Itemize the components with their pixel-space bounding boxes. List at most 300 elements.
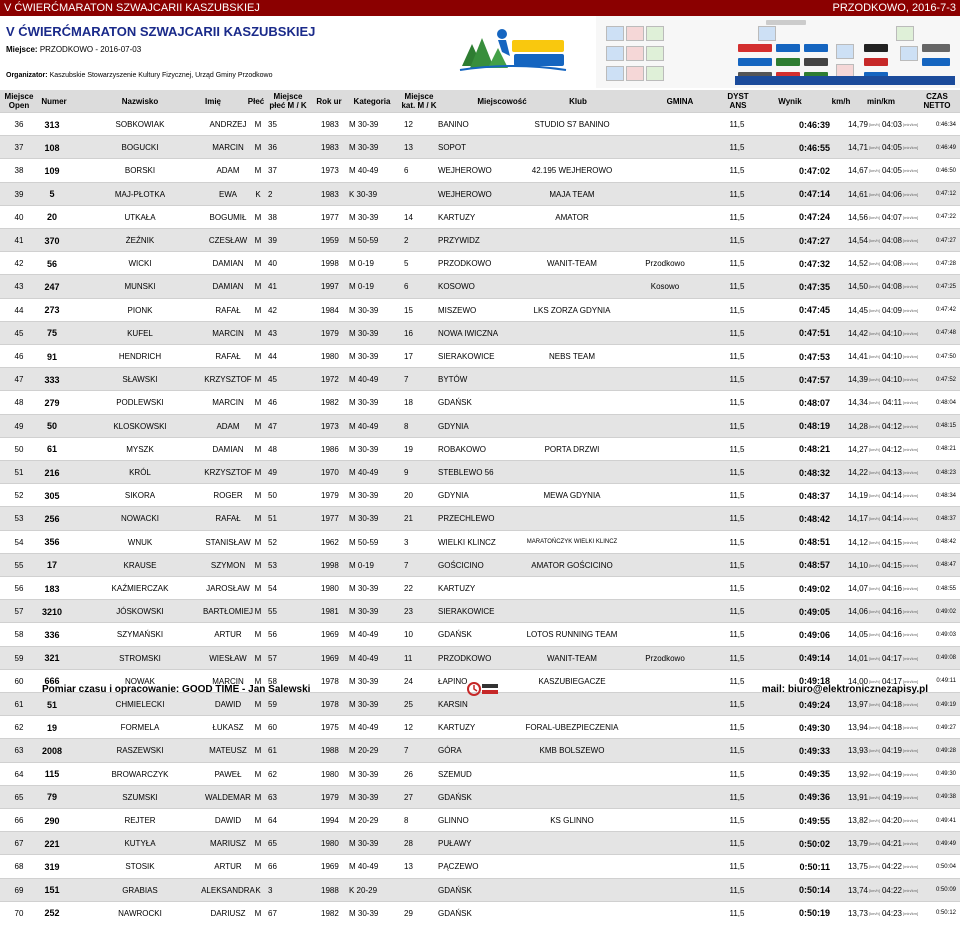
cell-netto: 0:49:49 <box>935 840 956 847</box>
cell-imie: PAWEŁ <box>214 769 242 779</box>
cell-rok: 1973 <box>321 421 339 431</box>
cell-kmh: 13,97 <box>847 700 868 709</box>
cell-dystans: 11,5 <box>729 236 745 245</box>
cell-plec: M <box>254 537 262 547</box>
cell-minkm: 04:13 <box>881 468 902 477</box>
cell-plec: M <box>254 630 262 640</box>
cell-plec: M <box>254 421 262 431</box>
cell-miejsce-plec: 49 <box>268 468 277 477</box>
unit-minkm: [min/km] <box>903 261 919 267</box>
cell-rok: 1994 <box>321 816 339 825</box>
cell-miejsce-kat: 8 <box>404 816 409 825</box>
cell-miejsce-kat: 13 <box>404 862 413 872</box>
cell-kategoria: M 0-19 <box>349 560 374 570</box>
table-row <box>0 622 960 646</box>
top-bar-place-date: PRZODKOWO, 2016-7-3 <box>832 2 956 14</box>
cell-nazwisko: STOSIK <box>125 862 155 872</box>
cell-numer: 666 <box>44 676 60 687</box>
cell-wynik: 0:47:51 <box>798 328 830 339</box>
cell-miejsce-kat: 3 <box>404 537 409 547</box>
cell-wynik: 0:48:19 <box>798 421 830 432</box>
unit-minkm: [min/km] <box>903 400 919 406</box>
table-row <box>0 414 960 438</box>
cell-numer: 50 <box>46 421 57 432</box>
cell-gmina <box>610 136 720 159</box>
cell-nazwisko: MUNSKI <box>124 282 156 292</box>
cell-miejsce-plec: 43 <box>268 328 277 338</box>
cell-plec: M <box>254 560 262 570</box>
cell-miejscowosc: SIERAKOWICE <box>438 607 495 617</box>
cell-open: 63 <box>14 746 24 756</box>
cell-kmh: 14,07 <box>847 584 868 593</box>
cell-imie: ALEKSANDRA <box>201 885 255 895</box>
cell-plec: M <box>254 769 262 779</box>
cell-open: 43 <box>14 282 24 292</box>
cell-miejsce-plec: 57 <box>268 653 277 663</box>
cell-gmina <box>610 484 720 507</box>
cell-plec: K <box>255 189 261 199</box>
cell-open: 46 <box>14 352 24 361</box>
cell-open: 57 <box>14 607 24 617</box>
cell-miejsce-plec: 46 <box>268 398 277 408</box>
cell-dystans: 11,5 <box>729 723 745 733</box>
cell-wynik: 0:47:02 <box>798 165 830 176</box>
header-miejscowosc: Miejscowość <box>477 96 527 106</box>
cell-nazwisko: PODLEWSKI <box>116 398 164 408</box>
cell-netto: 0:49:38 <box>935 794 956 801</box>
unit-kmh: [km/h] <box>869 423 880 429</box>
cell-kategoria: M 30-39 <box>349 305 379 315</box>
cell-nazwisko: WNUK <box>127 537 153 547</box>
cell-klub: WANIT-TEAM <box>547 259 597 269</box>
cell-imie: ANDRZEJ <box>209 120 247 129</box>
cell-rok: 1979 <box>321 792 339 802</box>
cell-netto: 0:49:11 <box>936 678 956 685</box>
cell-plec: M <box>254 746 262 756</box>
cell-miejscowosc: KARTUZY <box>438 584 476 593</box>
cell-wynik: 0:47:27 <box>798 235 830 246</box>
cell-minkm: 04:22 <box>881 862 902 872</box>
cell-wynik: 0:48:21 <box>798 444 830 455</box>
cell-klub: NEBS TEAM <box>548 352 596 361</box>
cell-miejsce-kat: 27 <box>404 792 413 802</box>
cell-open: 66 <box>14 816 24 825</box>
cell-wynik: 0:49:55 <box>798 815 830 826</box>
unit-minkm: [min/km] <box>903 841 919 847</box>
cell-imie: DAMIAN <box>212 444 244 454</box>
cell-miejsce-plec: 40 <box>268 259 277 269</box>
cell-plec: M <box>254 700 262 709</box>
cell-numer: 91 <box>46 351 57 362</box>
cell-numer: 151 <box>44 885 60 896</box>
cell-nazwisko: KAŹMIERCZAK <box>111 584 169 593</box>
cell-minkm: 04:06 <box>881 189 902 199</box>
cell-gmina: Kosowo <box>650 282 680 292</box>
cell-numer: 290 <box>44 815 60 826</box>
cell-open: 49 <box>14 421 24 431</box>
cell-miejsce-kat: 17 <box>404 352 413 361</box>
header-rok: Rok ur <box>316 96 342 106</box>
header-plec: Płeć <box>247 96 265 106</box>
cell-miejscowosc: PRZODKOWO <box>438 259 492 269</box>
cell-netto: 0:48:37 <box>935 515 956 522</box>
cell-minkm: 04:21 <box>881 839 902 849</box>
table-row <box>0 831 960 855</box>
cell-wynik: 0:48:32 <box>798 467 830 478</box>
cell-miejsce-kat: 6 <box>404 166 409 176</box>
cell-miejsce-plec: 52 <box>268 537 277 547</box>
cell-miejsce-plec: 47 <box>268 421 277 431</box>
header-wynik: Wynik <box>778 96 802 106</box>
cell-open: 44 <box>14 305 24 315</box>
table-row <box>0 274 960 298</box>
unit-kmh: [km/h] <box>869 725 880 731</box>
cell-plec: M <box>254 908 262 918</box>
cell-minkm: 04:19 <box>881 746 902 756</box>
cell-wynik: 0:47:35 <box>798 281 830 292</box>
footer-contact-email[interactable]: mail: biuro@elektronicznezapisy.pl <box>761 684 928 695</box>
cell-miejscowosc: WEJHEROWO <box>438 166 492 176</box>
cell-nazwisko: KLOSKOWSKI <box>113 421 167 431</box>
cell-numer: 273 <box>44 305 60 316</box>
cell-imie: MARIUSZ <box>210 839 246 849</box>
cell-imie: CZESŁAW <box>208 236 248 245</box>
cell-kmh: 14,71 <box>847 143 868 153</box>
cell-kmh: 14,45 <box>847 305 868 315</box>
cell-dystans: 11,5 <box>729 769 745 779</box>
cell-open: 69 <box>14 885 24 895</box>
cell-miejsce-plec: 63 <box>268 792 277 802</box>
cell-imie: ARTUR <box>214 862 242 872</box>
cell-nazwisko: KUFEL <box>127 328 153 338</box>
cell-miejscowosc: GÓRA <box>438 746 462 756</box>
cell-miejsce-kat: 12 <box>404 120 413 129</box>
cell-rok: 1959 <box>321 236 339 245</box>
cell-dystans: 11,5 <box>729 839 745 849</box>
table-row <box>0 785 960 809</box>
header-netto: CZAS NETTO <box>923 92 951 110</box>
cell-netto: 0:48:34 <box>935 492 956 499</box>
unit-minkm: [min/km] <box>903 562 919 568</box>
header-kategoria: Kategoria <box>353 96 391 106</box>
cell-netto: 0:48:55 <box>935 585 956 592</box>
cell-plec: M <box>254 375 262 385</box>
cell-plec: M <box>254 468 262 477</box>
cell-open: 36 <box>14 120 24 129</box>
cell-miejsce-plec: 2 <box>268 189 273 199</box>
cell-kategoria: M 50-59 <box>349 537 379 547</box>
unit-minkm: [min/km] <box>903 122 919 127</box>
cell-gmina <box>610 879 720 902</box>
cell-numer: 51 <box>46 699 57 710</box>
cell-dystans: 11,5 <box>729 421 745 431</box>
header-gmina: GMINA <box>666 96 694 106</box>
cell-gmina <box>610 531 720 554</box>
cell-kategoria: M 20-29 <box>349 816 379 825</box>
cell-imie: MARCIN <box>212 328 244 338</box>
cell-miejscowosc: ROBAKOWO <box>438 444 487 454</box>
cell-miejsce-kat: 15 <box>404 305 413 315</box>
cell-numer: 17 <box>46 560 57 571</box>
cell-kategoria: M 30-39 <box>349 120 379 129</box>
cell-wynik: 0:47:14 <box>798 189 830 200</box>
cell-miejsce-plec: 55 <box>268 607 277 617</box>
cell-klub: LKS ZORZA GDYNIA <box>533 305 611 315</box>
cell-open: 68 <box>14 862 24 872</box>
cell-miejsce-plec: 56 <box>268 630 277 640</box>
table-row <box>0 298 960 322</box>
cell-open: 38 <box>14 166 24 176</box>
cell-klub: AMATOR GOŚCICINO <box>531 560 613 570</box>
cell-numer: 279 <box>44 397 60 408</box>
cell-rok: 1980 <box>321 352 339 361</box>
cell-miejscowosc: GDAŃSK <box>438 885 472 895</box>
cell-minkm: 04:14 <box>881 514 902 524</box>
table-row <box>0 854 960 878</box>
cell-plec: M <box>254 792 262 802</box>
cell-kategoria: M 30-39 <box>349 212 379 222</box>
cell-numer: 109 <box>44 165 60 176</box>
cell-netto: 0:47:48 <box>935 330 956 337</box>
cell-kategoria: M 30-39 <box>349 584 379 593</box>
cell-gmina <box>610 763 720 786</box>
cell-plec: M <box>254 166 262 176</box>
cell-plec: M <box>254 282 262 292</box>
cell-gmina <box>610 554 720 577</box>
cell-kategoria: M 30-39 <box>349 769 379 779</box>
cell-wynik: 0:49:02 <box>798 583 830 594</box>
cell-numer: 370 <box>44 235 60 246</box>
unit-minkm: [min/km] <box>903 446 919 452</box>
cell-dystans: 11,5 <box>729 885 745 895</box>
cell-rok: 1988 <box>321 885 339 895</box>
cell-wynik: 0:47:32 <box>798 258 830 269</box>
cell-gmina <box>610 809 720 832</box>
cell-minkm: 04:05 <box>881 166 902 176</box>
cell-miejscowosc: KARSIN <box>438 700 468 709</box>
cell-dystans: 11,5 <box>729 375 745 385</box>
cell-wynik: 0:50:14 <box>798 885 830 896</box>
unit-kmh: [km/h] <box>869 145 880 151</box>
cell-numer: 333 <box>44 374 60 385</box>
cell-klub: STUDIO S7 BANINO <box>534 120 610 129</box>
cell-numer: 61 <box>46 444 57 455</box>
cell-miejsce-plec: 53 <box>268 560 277 570</box>
header-imie: Imię <box>204 96 221 106</box>
cell-open: 42 <box>14 259 24 269</box>
unit-minkm: [min/km] <box>903 748 919 754</box>
unit-kmh: [km/h] <box>869 539 880 545</box>
cell-kmh: 13,79 <box>847 839 868 849</box>
cell-wynik: 0:48:57 <box>798 560 830 571</box>
table-row <box>0 112 960 136</box>
cell-netto: 0:47:22 <box>935 214 956 221</box>
cell-miejsce-kat: 28 <box>404 839 413 849</box>
cell-klub: AMATOR <box>555 212 589 222</box>
cell-numer: 2008 <box>41 745 63 756</box>
cell-kategoria: M 30-39 <box>349 908 379 918</box>
cell-netto: 0:47:12 <box>935 191 956 198</box>
unit-minkm: [min/km] <box>903 238 919 243</box>
cell-dystans: 11,5 <box>729 166 745 176</box>
cell-kategoria: M 30-39 <box>349 700 379 709</box>
cell-miejsce-plec: 38 <box>268 212 277 222</box>
cell-minkm: 04:17 <box>881 653 902 663</box>
cell-imie: SZYMON <box>210 560 246 570</box>
cell-dystans: 11,5 <box>729 120 745 129</box>
cell-numer: 115 <box>44 769 60 780</box>
cell-netto: 0:47:27 <box>935 237 956 244</box>
cell-plec: M <box>254 212 262 222</box>
table-row <box>0 182 960 206</box>
footer <box>0 680 960 698</box>
table-row <box>0 135 960 159</box>
cell-gmina <box>610 206 720 229</box>
unit-minkm: [min/km] <box>903 609 919 615</box>
cell-minkm: 04:09 <box>881 305 902 315</box>
cell-miejsce-plec: 61 <box>268 746 277 756</box>
cell-kmh: 14,52 <box>847 259 868 269</box>
cell-minkm: 04:16 <box>881 584 902 593</box>
sponsor-logo <box>766 20 806 25</box>
cell-rok: 1981 <box>321 607 339 617</box>
cell-wynik: 0:49:18 <box>798 676 830 687</box>
cell-kategoria: M 50-59 <box>349 236 379 245</box>
unit-minkm: [min/km] <box>903 516 919 522</box>
cell-kategoria: M 40-49 <box>349 862 379 872</box>
cell-miejsce-plec: 42 <box>268 305 277 315</box>
cell-rok: 1982 <box>321 908 339 918</box>
cell-kategoria: M 30-39 <box>349 514 379 524</box>
cell-kmh: 13,82 <box>847 816 868 825</box>
cell-plec: M <box>254 491 262 501</box>
cell-miejsce-kat: 11 <box>404 653 413 663</box>
cell-netto: 0:47:42 <box>935 307 956 314</box>
cell-gmina <box>610 368 720 391</box>
unit-kmh: [km/h] <box>869 307 880 313</box>
cell-rok: 1998 <box>321 259 339 269</box>
cell-rok: 1982 <box>321 398 339 408</box>
cell-rok: 1979 <box>321 491 339 501</box>
cell-wynik: 0:49:14 <box>798 653 830 664</box>
cell-kmh: 14,79 <box>847 120 868 129</box>
table-row <box>0 344 960 368</box>
cell-gmina <box>610 229 720 252</box>
cell-plec: M <box>254 352 262 361</box>
cell-miejscowosc: PRZODKOWO <box>438 653 492 663</box>
cell-dystans: 11,5 <box>729 189 745 199</box>
cell-imie: MARCIN <box>212 676 244 686</box>
cell-imie: ŁUKASZ <box>212 723 244 733</box>
cell-klub: MEWA GDYNIA <box>543 491 601 501</box>
cell-netto: 0:49:27 <box>935 724 956 731</box>
cell-netto: 0:47:50 <box>935 353 956 360</box>
unit-kmh: [km/h] <box>869 354 880 359</box>
cell-miejsce-plec: 60 <box>268 723 277 733</box>
header-miejsce-kat: Miejsce kat. M / K <box>401 92 437 110</box>
cell-wynik: 0:50:11 <box>799 861 830 872</box>
cell-dystans: 11,5 <box>729 862 745 872</box>
cell-rok: 1980 <box>321 839 339 849</box>
table-row <box>0 205 960 229</box>
good-time-logo <box>466 681 500 697</box>
unit-minkm: [min/km] <box>903 771 919 777</box>
cell-gmina <box>610 577 720 600</box>
cell-nazwisko: KUTYŁA <box>124 839 156 849</box>
cell-plec: M <box>254 676 262 686</box>
cell-netto: 0:49:30 <box>935 771 956 778</box>
unit-kmh: [km/h] <box>869 214 880 220</box>
cell-rok: 1997 <box>321 282 339 292</box>
cell-gmina <box>610 438 720 461</box>
cell-minkm: 04:20 <box>881 816 902 825</box>
cell-kategoria: M 30-39 <box>349 328 379 338</box>
unit-kmh: [km/h] <box>869 910 880 916</box>
unit-minkm: [min/km] <box>903 702 919 707</box>
cell-numer: 5 <box>49 189 55 200</box>
cell-minkm: 04:12 <box>881 444 902 454</box>
cell-netto: 0:47:28 <box>935 260 956 267</box>
cell-miejscowosc: KARTUZY <box>438 723 476 733</box>
cell-nazwisko: BROWARCZYK <box>111 769 169 779</box>
cell-nazwisko: WICKI <box>128 259 152 269</box>
cell-gmina <box>610 739 720 762</box>
cell-dystans: 11,5 <box>729 212 745 222</box>
unit-kmh: [km/h] <box>869 609 880 615</box>
organizer <box>6 72 273 79</box>
cell-dystans: 11,5 <box>729 630 745 640</box>
cell-miejsce-plec: 51 <box>268 514 277 524</box>
cell-kategoria: M 30-39 <box>349 676 379 686</box>
cell-wynik: 0:49:36 <box>798 792 830 803</box>
cell-miejscowosc: GDAŃSK <box>438 630 472 640</box>
cell-nazwisko: SZUMSKI <box>122 792 158 802</box>
cell-miejsce-plec: 45 <box>268 375 277 385</box>
cell-dystans: 11,5 <box>729 514 745 524</box>
cell-open: 45 <box>14 328 24 338</box>
cell-miejsce-kat: 16 <box>404 328 413 338</box>
cell-gmina <box>610 391 720 414</box>
cell-minkm: 04:10 <box>881 352 902 361</box>
cell-rok: 1977 <box>321 212 339 222</box>
cell-imie: DAMIAN <box>212 259 244 269</box>
cell-dystans: 11,5 <box>729 746 745 756</box>
cell-miejsce-plec: 39 <box>268 236 277 245</box>
unit-kmh: [km/h] <box>869 516 880 522</box>
cell-miejsce-kat: 7 <box>404 375 409 385</box>
cell-miejsce-kat: 19 <box>404 444 413 454</box>
cell-rok: 1998 <box>321 560 339 570</box>
unit-minkm: [min/km] <box>903 539 919 545</box>
cell-netto: 0:49:19 <box>935 701 956 708</box>
cell-imie: ADAM <box>216 166 240 176</box>
cell-miejsce-kat <box>404 183 426 206</box>
cell-nazwisko: SOBKOWIAK <box>115 120 165 129</box>
sponsor-logo <box>804 44 828 52</box>
cell-dystans: 11,5 <box>729 676 745 686</box>
cell-minkm: 04:19 <box>881 769 902 779</box>
cell-nazwisko: NOWAK <box>125 676 155 686</box>
cell-numer: 19 <box>46 722 57 733</box>
cell-kmh: 13,75 <box>847 862 868 872</box>
unit-minkm: [min/km] <box>903 470 919 475</box>
cell-gmina <box>610 322 720 345</box>
cell-numer: 336 <box>44 629 60 640</box>
cell-miejsce-kat: 26 <box>404 769 413 779</box>
cell-nazwisko: SŁAWSKI <box>122 375 158 385</box>
cell-miejsce-kat: 22 <box>404 584 413 593</box>
cell-numer: 313 <box>44 119 60 130</box>
